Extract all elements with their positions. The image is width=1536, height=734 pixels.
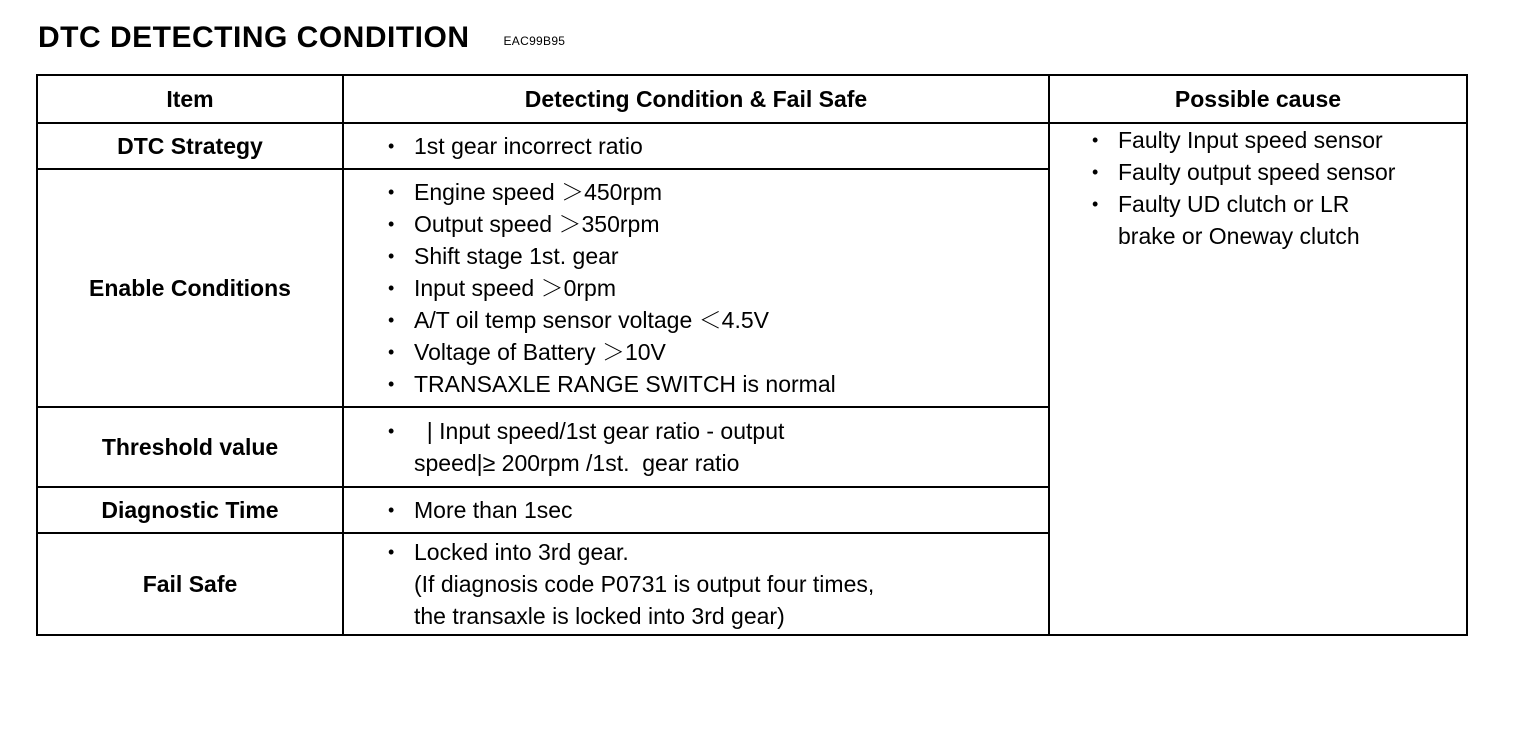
page-title: DTC DETECTING CONDITION bbox=[38, 21, 470, 54]
condition-list bbox=[344, 536, 1048, 632]
condition-list bbox=[344, 494, 1048, 526]
condition-item bbox=[344, 130, 1048, 162]
condition-cell-dtc-strategy bbox=[343, 123, 1049, 169]
bullet-icon: • bbox=[1092, 162, 1099, 182]
cause-item bbox=[1050, 156, 1466, 188]
row-label-fail-safe: Fail Safe bbox=[37, 533, 343, 635]
bullet-icon: • bbox=[388, 542, 395, 562]
bullet-icon: • bbox=[388, 374, 395, 394]
bullet-icon: • bbox=[388, 342, 395, 362]
row-label-threshold-value: Threshold value bbox=[37, 407, 343, 487]
condition-text: Input speed ＞0rpm bbox=[414, 275, 617, 301]
condition-text: A/T oil temp sensor voltage ＜4.5V bbox=[414, 307, 769, 333]
bullet-icon: • bbox=[1092, 130, 1099, 150]
bullet-icon: • bbox=[388, 246, 395, 266]
condition-item bbox=[344, 536, 1048, 632]
table-row-dtc-strategy bbox=[37, 123, 1467, 169]
cause-text: Faulty Input speed sensor bbox=[1118, 127, 1383, 153]
bullet-icon: • bbox=[388, 182, 395, 202]
column-header-condition: Detecting Condition & Fail Safe bbox=[343, 75, 1049, 123]
condition-item bbox=[344, 336, 1048, 368]
row-label-enable-conditions: Enable Conditions bbox=[37, 169, 343, 407]
cause-text: Faulty output speed sensor bbox=[1118, 159, 1396, 185]
condition-item bbox=[344, 368, 1048, 400]
condition-item bbox=[344, 208, 1048, 240]
bullet-icon: • bbox=[1092, 194, 1099, 214]
condition-item bbox=[344, 176, 1048, 208]
condition-item bbox=[344, 415, 1048, 479]
bullet-icon: • bbox=[388, 278, 395, 298]
bullet-icon: • bbox=[388, 421, 395, 441]
condition-text: 1st gear incorrect ratio bbox=[414, 133, 643, 159]
cause-item bbox=[1050, 124, 1466, 156]
condition-cell-diagnostic-time bbox=[343, 487, 1049, 533]
condition-cell-threshold-value bbox=[343, 407, 1049, 487]
condition-text: | Input speed/1st gear ratio - output speed|≥ 200rpm /1st. gear ratio bbox=[414, 418, 785, 476]
bullet-icon: • bbox=[388, 310, 395, 330]
possible-cause-cell bbox=[1049, 123, 1467, 635]
row-label-diagnostic-time: Diagnostic Time bbox=[37, 487, 343, 533]
bullet-icon: • bbox=[388, 214, 395, 234]
cause-item bbox=[1050, 188, 1466, 252]
condition-text: Locked into 3rd gear. (If diagnosis code P0731 is output four times, the transaxle is locked into 3rd gear) bbox=[414, 539, 875, 629]
table-header-row bbox=[37, 75, 1467, 123]
condition-text: Voltage of Battery ＞10V bbox=[414, 339, 666, 365]
condition-text: More than 1sec bbox=[414, 497, 573, 523]
cause-text: Faulty UD clutch or LR brake or Oneway clutch bbox=[1118, 191, 1360, 249]
bullet-icon: • bbox=[388, 500, 395, 520]
condition-item bbox=[344, 304, 1048, 336]
condition-list bbox=[344, 415, 1048, 479]
condition-text: Shift stage 1st. gear bbox=[414, 243, 619, 269]
condition-cell-enable-conditions bbox=[343, 169, 1049, 407]
row-label-dtc-strategy: DTC Strategy bbox=[37, 123, 343, 169]
condition-text: Engine speed ＞450rpm bbox=[414, 179, 663, 205]
document-code: EAC99B95 bbox=[503, 34, 566, 48]
condition-item bbox=[344, 494, 1048, 526]
column-header-cause: Possible cause bbox=[1049, 75, 1467, 123]
condition-item bbox=[344, 272, 1048, 304]
condition-item bbox=[344, 240, 1048, 272]
condition-cell-fail-safe bbox=[343, 533, 1049, 635]
condition-list bbox=[344, 130, 1048, 162]
condition-text: TRANSAXLE RANGE SWITCH is normal bbox=[414, 371, 836, 397]
condition-list bbox=[344, 176, 1048, 400]
dtc-table bbox=[36, 74, 1468, 636]
condition-text: Output speed ＞350rpm bbox=[414, 211, 660, 237]
cause-list bbox=[1050, 124, 1466, 252]
column-header-item: Item bbox=[37, 75, 343, 123]
document-header bbox=[38, 12, 565, 56]
bullet-icon: • bbox=[388, 136, 395, 156]
